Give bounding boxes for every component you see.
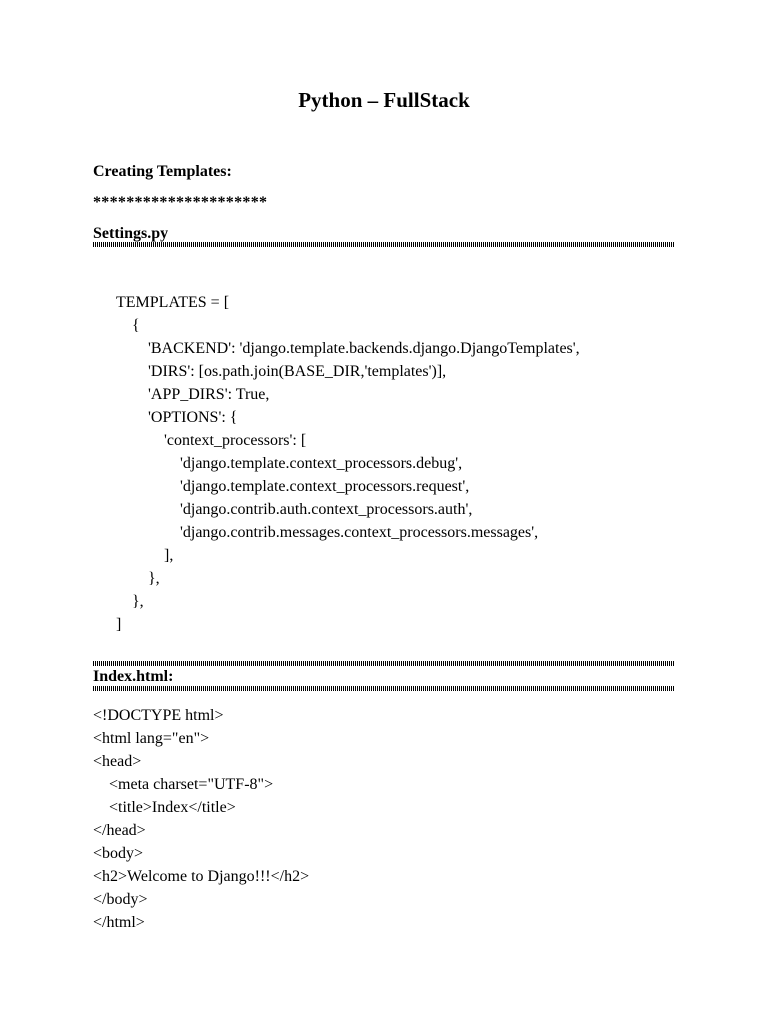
code-line: 'OPTIONS': { xyxy=(116,409,238,426)
index-top-rule xyxy=(93,661,675,666)
index-heading: Index.html: xyxy=(93,668,174,685)
code-line: ], xyxy=(116,547,174,564)
code-line: }, xyxy=(116,593,144,610)
code-line: 'BACKEND': 'django.template.backends.django.DjangoTemplates', xyxy=(116,340,580,357)
code-line: <title>Index</title> xyxy=(93,799,236,816)
index-underline-rule xyxy=(93,686,675,691)
code-line: 'context_processors': [ xyxy=(116,432,307,449)
settings-underline-rule xyxy=(93,242,675,247)
settings-code-block xyxy=(116,291,580,636)
code-line: 'django.contrib.messages.context_processors.messages', xyxy=(116,524,539,541)
code-line: 'django.contrib.auth.context_processors.auth', xyxy=(116,501,473,518)
code-line: <html lang="en"> xyxy=(93,730,210,747)
code-line: </html> xyxy=(93,914,145,931)
code-line: <h2>Welcome to Django!!!</h2> xyxy=(93,868,310,885)
settings-heading: Settings.py xyxy=(93,225,169,242)
asterisk-separator: ********************* xyxy=(93,194,268,211)
code-line: }, xyxy=(116,570,160,587)
creating-templates-heading: Creating Templates: xyxy=(93,163,232,180)
index-code-block xyxy=(93,704,309,934)
code-line: TEMPLATES = [ xyxy=(116,294,230,311)
code-line: 'django.template.context_processors.debug', xyxy=(116,455,463,472)
code-line: <!DOCTYPE html> xyxy=(93,707,224,724)
code-line: 'APP_DIRS': True, xyxy=(116,386,270,403)
page-title: Python – FullStack xyxy=(298,88,470,112)
code-line: <body> xyxy=(93,845,144,862)
code-line: 'DIRS': [os.path.join(BASE_DIR,'templates')], xyxy=(116,363,447,380)
code-line: 'django.template.context_processors.request', xyxy=(116,478,470,495)
code-line: </head> xyxy=(93,822,146,839)
code-line: <head> xyxy=(93,753,142,770)
code-line: </body> xyxy=(93,891,148,908)
code-line: { xyxy=(116,317,140,334)
code-line: ] xyxy=(116,616,122,633)
code-line: <meta charset="UTF-8"> xyxy=(93,776,274,793)
